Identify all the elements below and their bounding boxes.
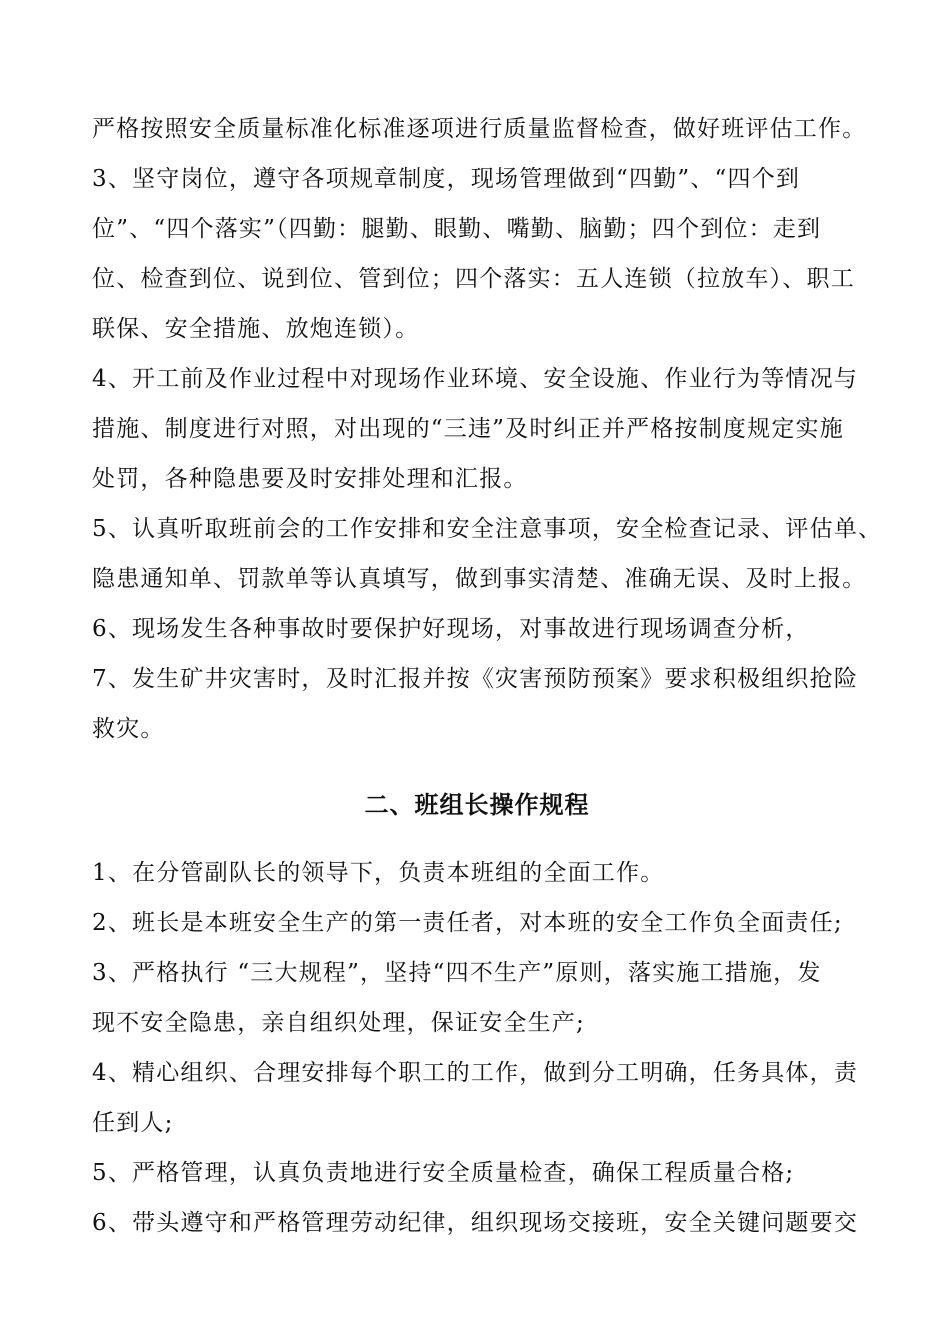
text-line: 5、严格管理，认真负责地进行安全质量检查，确保工程质量合格; — [92, 1160, 795, 1186]
text-line: 位、检查到位、说到位、管到位；四个落实：五人连锁（拉放车）、职工 — [92, 266, 855, 292]
text-line: 位”、“四个落实”（四勤：腿勤、眼勤、嘴勤、脑勤；四个到位：走到 — [92, 216, 822, 242]
text-line: 2、班长是本班安全生产的第一责任者，对本班的安全工作负全面责任; — [92, 910, 843, 936]
document-body — [92, 104, 883, 1248]
section-title: 二、班组长操作规程 — [364, 791, 590, 819]
text-line: 3、严格执行 “三大规程”，坚持“四不生产”原则，落实施工措施，发 — [92, 960, 822, 986]
section-spacer — [92, 832, 872, 848]
text-line: 4、开工前及作业过程中对现场作业环境、安全设施、作业行为等情况与 — [92, 366, 859, 392]
text-line: 现不安全隐患，亲自组织处理，保证安全生产; — [92, 1010, 585, 1036]
text-line: 严格按照安全质量标准化标准逐项进行质量监督检查，做好班评估工作。 — [92, 116, 867, 142]
text-line: 隐患通知单、罚款单等认真填写，做到事实清楚、准确无误、及时上报。 — [92, 566, 867, 592]
text-line: 措施、制度进行对照，对出现的“三违”及时纠正并严格按制度规定实施 — [92, 416, 844, 442]
text-line: 3、坚守岗位，遵守各项规章制度，现场管理做到“四勤”、“四个到 — [92, 166, 801, 192]
text-line: 联保、安全措施、放炮连锁）。 — [92, 316, 420, 342]
text-line: 6、现场发生各种事故时要保护好现场，对事故进行现场调查分析， — [92, 616, 810, 642]
text-line: 6、带头遵守和严格管理劳动纪律，组织现场交接班，安全关键问题要交 — [92, 1210, 859, 1236]
text-line: 处罚，各种隐患要及时安排处理和汇报。 — [92, 466, 528, 492]
text-line: 任到人; — [92, 1110, 174, 1136]
text-line: 5、认真听取班前会的工作安排和安全注意事项，安全检查记录、评估单、 — [92, 516, 883, 542]
text-line: 1、在分管副队长的领导下，负责本班组的全面工作。 — [92, 860, 665, 886]
text-line: 救灾。 — [92, 716, 165, 742]
section-spacer — [92, 754, 872, 778]
text-line: 4、精心组织、合理安排每个职工的工作，做到分工明确，任务具体，责 — [92, 1060, 859, 1086]
text-line: 7、发生矿井灾害时，及时汇报并按《灾害预防预案》要求积极组织抢险 — [92, 666, 859, 692]
